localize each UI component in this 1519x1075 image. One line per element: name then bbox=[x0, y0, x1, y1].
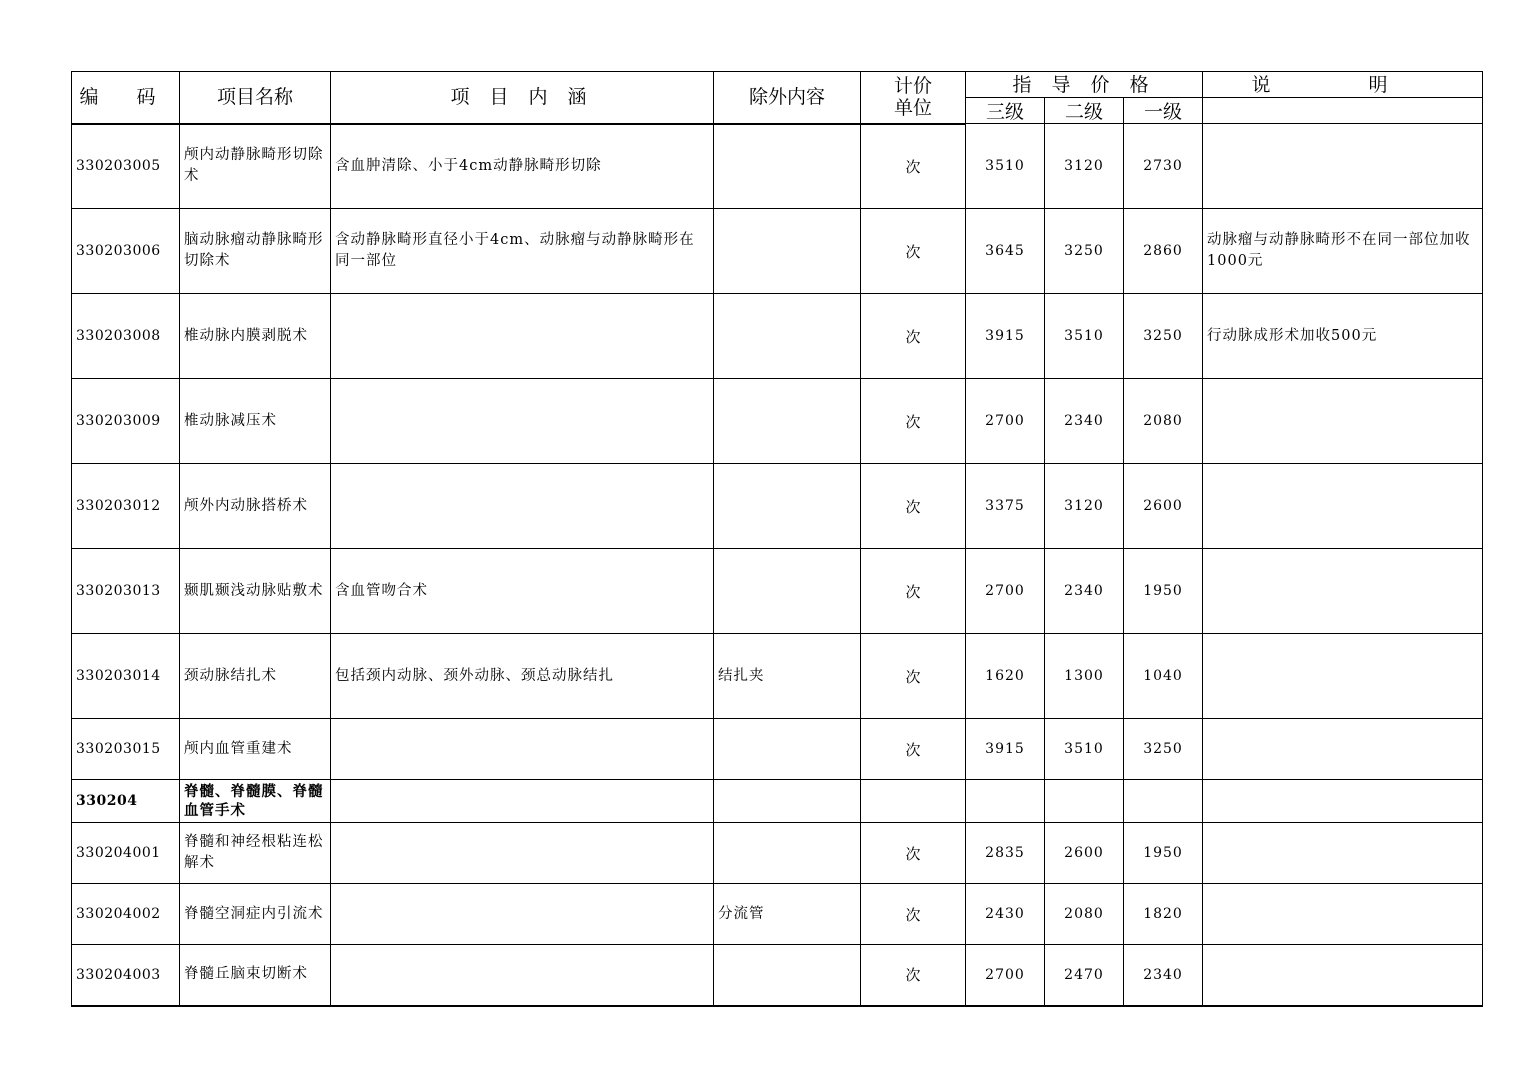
header-price-group: 指 导 价 格 bbox=[966, 72, 1203, 98]
row-notes bbox=[1203, 780, 1483, 823]
row-content: 包括颈内动脉、颈外动脉、颈总动脉结扎 bbox=[331, 634, 714, 719]
row-name: 椎动脉减压术 bbox=[180, 379, 331, 464]
row-content bbox=[331, 719, 714, 780]
row-grade2: 3510 bbox=[1045, 294, 1124, 379]
table-row bbox=[72, 294, 1483, 379]
row-grade1: 2080 bbox=[1124, 379, 1203, 464]
header-name: 项目名称 bbox=[180, 72, 331, 124]
row-grade3: 3375 bbox=[966, 464, 1045, 549]
row-content bbox=[331, 379, 714, 464]
row-code: 330204003 bbox=[72, 945, 180, 1006]
row-exclusions bbox=[714, 719, 861, 780]
row-unit: 次 bbox=[861, 549, 966, 634]
table-row bbox=[72, 549, 1483, 634]
row-grade3: 2835 bbox=[966, 823, 1045, 884]
row-code: 330203013 bbox=[72, 549, 180, 634]
row-grade2: 2080 bbox=[1045, 884, 1124, 945]
table-row bbox=[72, 124, 1483, 209]
row-name: 颅外内动脉搭桥术 bbox=[180, 464, 331, 549]
header-content: 项 目 内 涵 bbox=[331, 72, 714, 124]
row-notes bbox=[1203, 379, 1483, 464]
row-content bbox=[331, 884, 714, 945]
row-unit: 次 bbox=[861, 124, 966, 209]
row-grade3: 3915 bbox=[966, 719, 1045, 780]
row-grade3: 3915 bbox=[966, 294, 1045, 379]
table-row bbox=[72, 719, 1483, 780]
row-content: 含动静脉畸形直径小于4cm、动脉瘤与动静脉畸形在同一部位 bbox=[331, 209, 714, 294]
row-notes: 行动脉成形术加收500元 bbox=[1203, 294, 1483, 379]
row-unit: 次 bbox=[861, 464, 966, 549]
row-grade1: 2600 bbox=[1124, 464, 1203, 549]
row-grade2: 3510 bbox=[1045, 719, 1124, 780]
row-unit: 次 bbox=[861, 823, 966, 884]
row-grade1: 2730 bbox=[1124, 124, 1203, 209]
row-notes bbox=[1203, 464, 1483, 549]
header-code: 编 码 bbox=[72, 72, 180, 124]
row-code: 330203009 bbox=[72, 379, 180, 464]
row-grade1: 1950 bbox=[1124, 823, 1203, 884]
row-grade1: 1040 bbox=[1124, 634, 1203, 719]
header-exclusions: 除外内容 bbox=[714, 72, 861, 124]
row-name: 脊髓空洞症内引流术 bbox=[180, 884, 331, 945]
row-exclusions bbox=[714, 945, 861, 1006]
row-exclusions bbox=[714, 209, 861, 294]
row-name: 颅内血管重建术 bbox=[180, 719, 331, 780]
header-unit-line2: 单位 bbox=[893, 97, 932, 120]
row-exclusions bbox=[714, 294, 861, 379]
row-grade3: 1620 bbox=[966, 634, 1045, 719]
row-content bbox=[331, 823, 714, 884]
section-name: 脊髓、脊髓膜、脊髓血管手术 bbox=[180, 780, 331, 823]
row-exclusions bbox=[714, 464, 861, 549]
row-notes bbox=[1203, 549, 1483, 634]
row-unit bbox=[861, 780, 966, 823]
row-code: 330204001 bbox=[72, 823, 180, 884]
row-grade3: 3510 bbox=[966, 124, 1045, 209]
row-grade3 bbox=[966, 780, 1045, 823]
row-code: 330204002 bbox=[72, 884, 180, 945]
row-code: 330203005 bbox=[72, 124, 180, 209]
row-grade2: 2340 bbox=[1045, 549, 1124, 634]
row-content bbox=[331, 780, 714, 823]
row-grade2: 3120 bbox=[1045, 124, 1124, 209]
table-row bbox=[72, 209, 1483, 294]
table-row bbox=[72, 945, 1483, 1006]
header-row-top bbox=[72, 72, 1483, 98]
row-grade2: 1300 bbox=[1045, 634, 1124, 719]
section-code: 330204 bbox=[72, 780, 180, 823]
row-content bbox=[331, 464, 714, 549]
row-unit: 次 bbox=[861, 634, 966, 719]
row-name: 颈动脉结扎术 bbox=[180, 634, 331, 719]
row-grade3: 3645 bbox=[966, 209, 1045, 294]
row-unit: 次 bbox=[861, 884, 966, 945]
table-row bbox=[72, 823, 1483, 884]
row-code: 330203012 bbox=[72, 464, 180, 549]
row-name: 椎动脉内膜剥脱术 bbox=[180, 294, 331, 379]
row-grade3: 2700 bbox=[966, 945, 1045, 1006]
row-grade3: 2430 bbox=[966, 884, 1045, 945]
row-code: 330203006 bbox=[72, 209, 180, 294]
row-grade1: 2340 bbox=[1124, 945, 1203, 1006]
header-unit-line1: 计价 bbox=[893, 75, 932, 98]
header-grade2: 二级 bbox=[1045, 98, 1124, 124]
row-grade3: 2700 bbox=[966, 549, 1045, 634]
row-unit: 次 bbox=[861, 945, 966, 1006]
row-notes bbox=[1203, 634, 1483, 719]
table-row bbox=[72, 884, 1483, 945]
row-grade1: 3250 bbox=[1124, 294, 1203, 379]
row-exclusions bbox=[714, 549, 861, 634]
row-unit: 次 bbox=[861, 719, 966, 780]
row-notes bbox=[1203, 719, 1483, 780]
row-grade1: 1820 bbox=[1124, 884, 1203, 945]
row-notes bbox=[1203, 884, 1483, 945]
row-exclusions bbox=[714, 124, 861, 209]
row-code: 330203014 bbox=[72, 634, 180, 719]
row-grade2: 2340 bbox=[1045, 379, 1124, 464]
header-notes: 说 明 bbox=[1203, 72, 1483, 98]
row-unit: 次 bbox=[861, 294, 966, 379]
header-unit bbox=[861, 72, 966, 124]
row-grade2: 2470 bbox=[1045, 945, 1124, 1006]
header-grade1: 一级 bbox=[1124, 98, 1203, 124]
row-content bbox=[331, 945, 714, 1006]
row-notes: 动脉瘤与动静脉畸形不在同一部位加收1000元 bbox=[1203, 209, 1483, 294]
table-row bbox=[72, 464, 1483, 549]
row-name: 脑动脉瘤动静脉畸形切除术 bbox=[180, 209, 331, 294]
row-grade2: 2600 bbox=[1045, 823, 1124, 884]
header-notes-blank bbox=[1203, 98, 1483, 124]
row-grade1: 3250 bbox=[1124, 719, 1203, 780]
row-name: 颅内动静脉畸形切除术 bbox=[180, 124, 331, 209]
price-table bbox=[71, 71, 1483, 1007]
row-code: 330203008 bbox=[72, 294, 180, 379]
row-grade1 bbox=[1124, 780, 1203, 823]
row-exclusions bbox=[714, 823, 861, 884]
row-unit: 次 bbox=[861, 379, 966, 464]
table-row bbox=[72, 379, 1483, 464]
row-exclusions bbox=[714, 780, 861, 823]
table-row bbox=[72, 634, 1483, 719]
row-grade2 bbox=[1045, 780, 1124, 823]
row-content bbox=[331, 294, 714, 379]
header-grade3: 三级 bbox=[966, 98, 1045, 124]
row-name: 脊髓丘脑束切断术 bbox=[180, 945, 331, 1006]
row-exclusions: 分流管 bbox=[714, 884, 861, 945]
table-row-section bbox=[72, 780, 1483, 823]
row-grade2: 3120 bbox=[1045, 464, 1124, 549]
row-notes bbox=[1203, 823, 1483, 884]
row-exclusions: 结扎夹 bbox=[714, 634, 861, 719]
row-exclusions bbox=[714, 379, 861, 464]
row-name: 颞肌颞浅动脉贴敷术 bbox=[180, 549, 331, 634]
row-content: 含血管吻合术 bbox=[331, 549, 714, 634]
row-code: 330203015 bbox=[72, 719, 180, 780]
row-notes bbox=[1203, 124, 1483, 209]
row-content: 含血肿清除、小于4cm动静脉畸形切除 bbox=[331, 124, 714, 209]
row-name: 脊髓和神经根粘连松解术 bbox=[180, 823, 331, 884]
row-grade3: 2700 bbox=[966, 379, 1045, 464]
row-grade1: 1950 bbox=[1124, 549, 1203, 634]
row-notes bbox=[1203, 945, 1483, 1006]
row-unit: 次 bbox=[861, 209, 966, 294]
row-grade1: 2860 bbox=[1124, 209, 1203, 294]
row-grade2: 3250 bbox=[1045, 209, 1124, 294]
